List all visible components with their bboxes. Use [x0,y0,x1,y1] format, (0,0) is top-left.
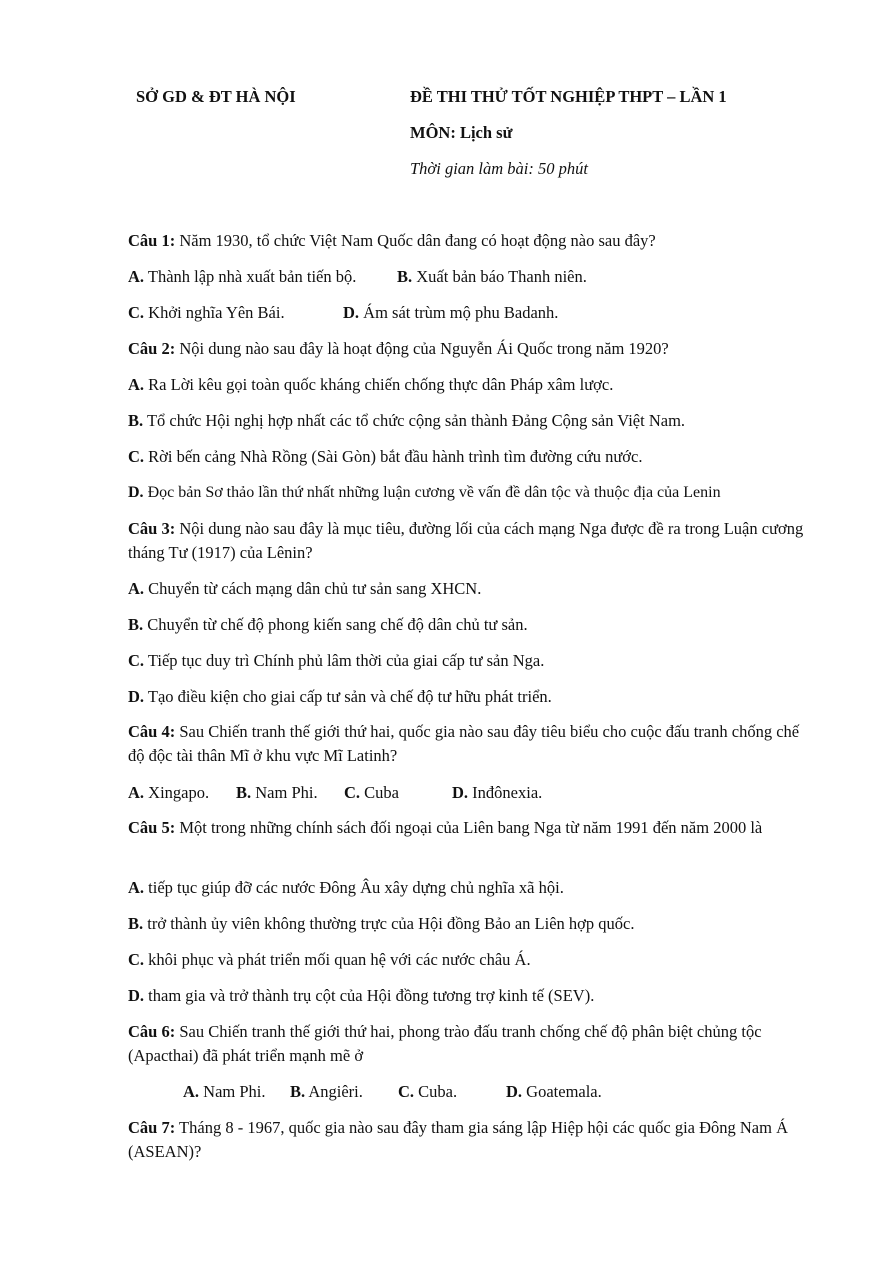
option-row [128,265,356,289]
option-key: A. [128,579,145,598]
option-text: Nam Phi. [255,783,318,802]
option-key: D. [343,303,360,322]
question-5 [128,816,808,840]
option-row [128,948,531,972]
question-text: Nội dung nào sau đây là mục tiêu, đường lối của cách mạng Nga được đề ra trong Luận cương tháng Tư (1917) của Lênin? [128,519,804,562]
option-text: Goatemala. [526,1082,602,1101]
option-key: A. [128,267,145,286]
option-row [128,912,634,936]
option-text: Thành lập nhà xuất bản tiến bộ. [147,267,357,286]
option-key: A. [128,375,145,394]
option-text: Xuất bản báo Thanh niên. [416,267,587,286]
option-key: A. [128,878,145,897]
option-row [128,613,528,637]
option-key: D. [128,687,145,706]
option-key: A. [183,1082,200,1101]
option-text: Tiếp tục duy trì Chính phủ lâm thời của giai cấp tư sản Nga. [147,651,545,670]
question-7 [128,1116,808,1164]
option-row [236,781,318,805]
option-row [128,649,544,673]
option-text: Tạo điều kiện cho giai cấp tư sản và chế độ tư hữu phát triển. [147,687,552,706]
option-row [398,1080,457,1104]
option-key: A. [128,783,145,802]
question-text: Sau Chiến tranh thế giới thứ hai, quốc gia nào sau đây tiêu biểu cho cuộc đấu tranh chống chế độ độc tài thân Mĩ ở khu vực Mĩ Latinh? [128,722,800,765]
question-text: Một trong những chính sách đối ngoại của Liên bang Nga từ năm 1991 đến năm 2000 là [179,818,763,837]
option-key: C. [128,950,145,969]
school-name: SỞ GD & ĐT HÀ NỘI [136,87,296,106]
option-row [290,1080,363,1104]
option-row [128,481,721,505]
option-text: Inđônexia. [472,783,543,802]
exam-duration: Thời gian làm bài: 50 phút [410,159,588,178]
option-key: B. [236,783,252,802]
option-key: B. [128,914,144,933]
option-text: Ra Lời kêu gọi toàn quốc kháng chiến chống thực dân Pháp xâm lược. [148,375,614,394]
option-row [128,301,285,325]
option-text: tham gia và trở thành trụ cột của Hội đồng tương trợ kinh tế (SEV). [148,986,595,1005]
option-text: Angiêri. [308,1082,363,1101]
option-text: Đọc bản Sơ thảo lần thứ nhất những luận cương về vấn đề dân tộc và thuộc địa của Lenin [147,484,721,501]
option-row [128,876,564,900]
question-4 [128,720,808,768]
option-row [397,265,587,289]
option-row [128,781,209,805]
option-text: Chuyển từ cách mạng dân chủ tư sản sang XHCN. [148,579,482,598]
option-row [343,301,558,325]
question-text: Sau Chiến tranh thế giới thứ hai, phong trào đấu tranh chống chế độ phân biệt chủng tộc (Apacthai) đã phát triển mạnh mẽ ở [128,1022,762,1065]
question-3 [128,517,808,565]
option-row [128,373,613,397]
option-text: Rời bến cảng Nhà Rồng (Sài Gòn) bắt đầu hành trình tìm đường cứu nước. [148,447,643,466]
question-text: Nội dung nào sau đây là hoạt động của Nguyễn Ái Quốc trong năm 1920? [179,339,669,358]
question-text: Tháng 8 - 1967, quốc gia nào sau đây tham gia sáng lập Hiệp hội các quốc gia Đông Nam Á (ASEAN)? [128,1118,789,1161]
option-text: Ám sát trùm mộ phu Badanh. [363,303,559,322]
option-row [506,1080,602,1104]
option-row [128,445,642,469]
option-key: B. [290,1082,306,1101]
question-label: Câu 7: [128,1118,176,1137]
question-label: Câu 2: [128,339,176,358]
option-row [128,577,481,601]
option-row [128,984,594,1008]
option-key: D. [128,986,145,1005]
option-key: B. [128,615,144,634]
option-key: D. [452,783,469,802]
option-row [452,781,542,805]
option-text: Cuba [364,783,400,802]
option-text: Xingapo. [148,783,210,802]
option-text: Cuba. [418,1082,458,1101]
question-2 [128,337,669,361]
option-text: Chuyển từ chế độ phong kiến sang chế độ dân chủ tư sản. [147,615,528,634]
option-key: B. [128,411,144,430]
question-label: Câu 4: [128,722,176,741]
option-row [128,409,685,433]
option-text: Tổ chức Hội nghị hợp nhất các tổ chức cộng sản thành Đảng Cộng sản Việt Nam. [146,411,686,430]
subject-value: Lịch sử [459,123,513,142]
option-text: Khởi nghĩa Yên Bái. [148,303,285,322]
question-6 [128,1020,808,1068]
option-text: tiếp tục giúp đỡ các nước Đông Âu xây dựng chủ nghĩa xã hội. [148,878,564,897]
question-1 [128,229,656,253]
option-text: khôi phục và phát triển mối quan hệ với các nước châu Á. [148,950,531,969]
question-label: Câu 3: [128,519,176,538]
question-text: Năm 1930, tổ chức Việt Nam Quốc dân đang có hoạt động nào sau đây? [179,231,656,250]
question-label: Câu 5: [128,818,176,837]
option-key: B. [397,267,413,286]
option-row [128,685,552,709]
option-key: C. [128,447,145,466]
option-key: C. [398,1082,415,1101]
subject-line [410,121,513,145]
option-row [344,781,399,805]
subject-label: MÔN: [410,123,456,142]
option-key: C. [344,783,361,802]
option-key: C. [128,651,145,670]
option-key: D. [506,1082,523,1101]
option-row [183,1080,266,1104]
question-label: Câu 1: [128,231,176,250]
option-key: D. [128,484,144,501]
option-text: trở thành ủy viên không thường trực của Hội đồng Bảo an Liên hợp quốc. [147,914,635,933]
option-text: Nam Phi. [203,1082,266,1101]
exam-title: ĐỀ THI THỬ TỐT NGHIỆP THPT – LẦN 1 [410,87,727,106]
option-key: C. [128,303,145,322]
question-label: Câu 6: [128,1022,176,1041]
